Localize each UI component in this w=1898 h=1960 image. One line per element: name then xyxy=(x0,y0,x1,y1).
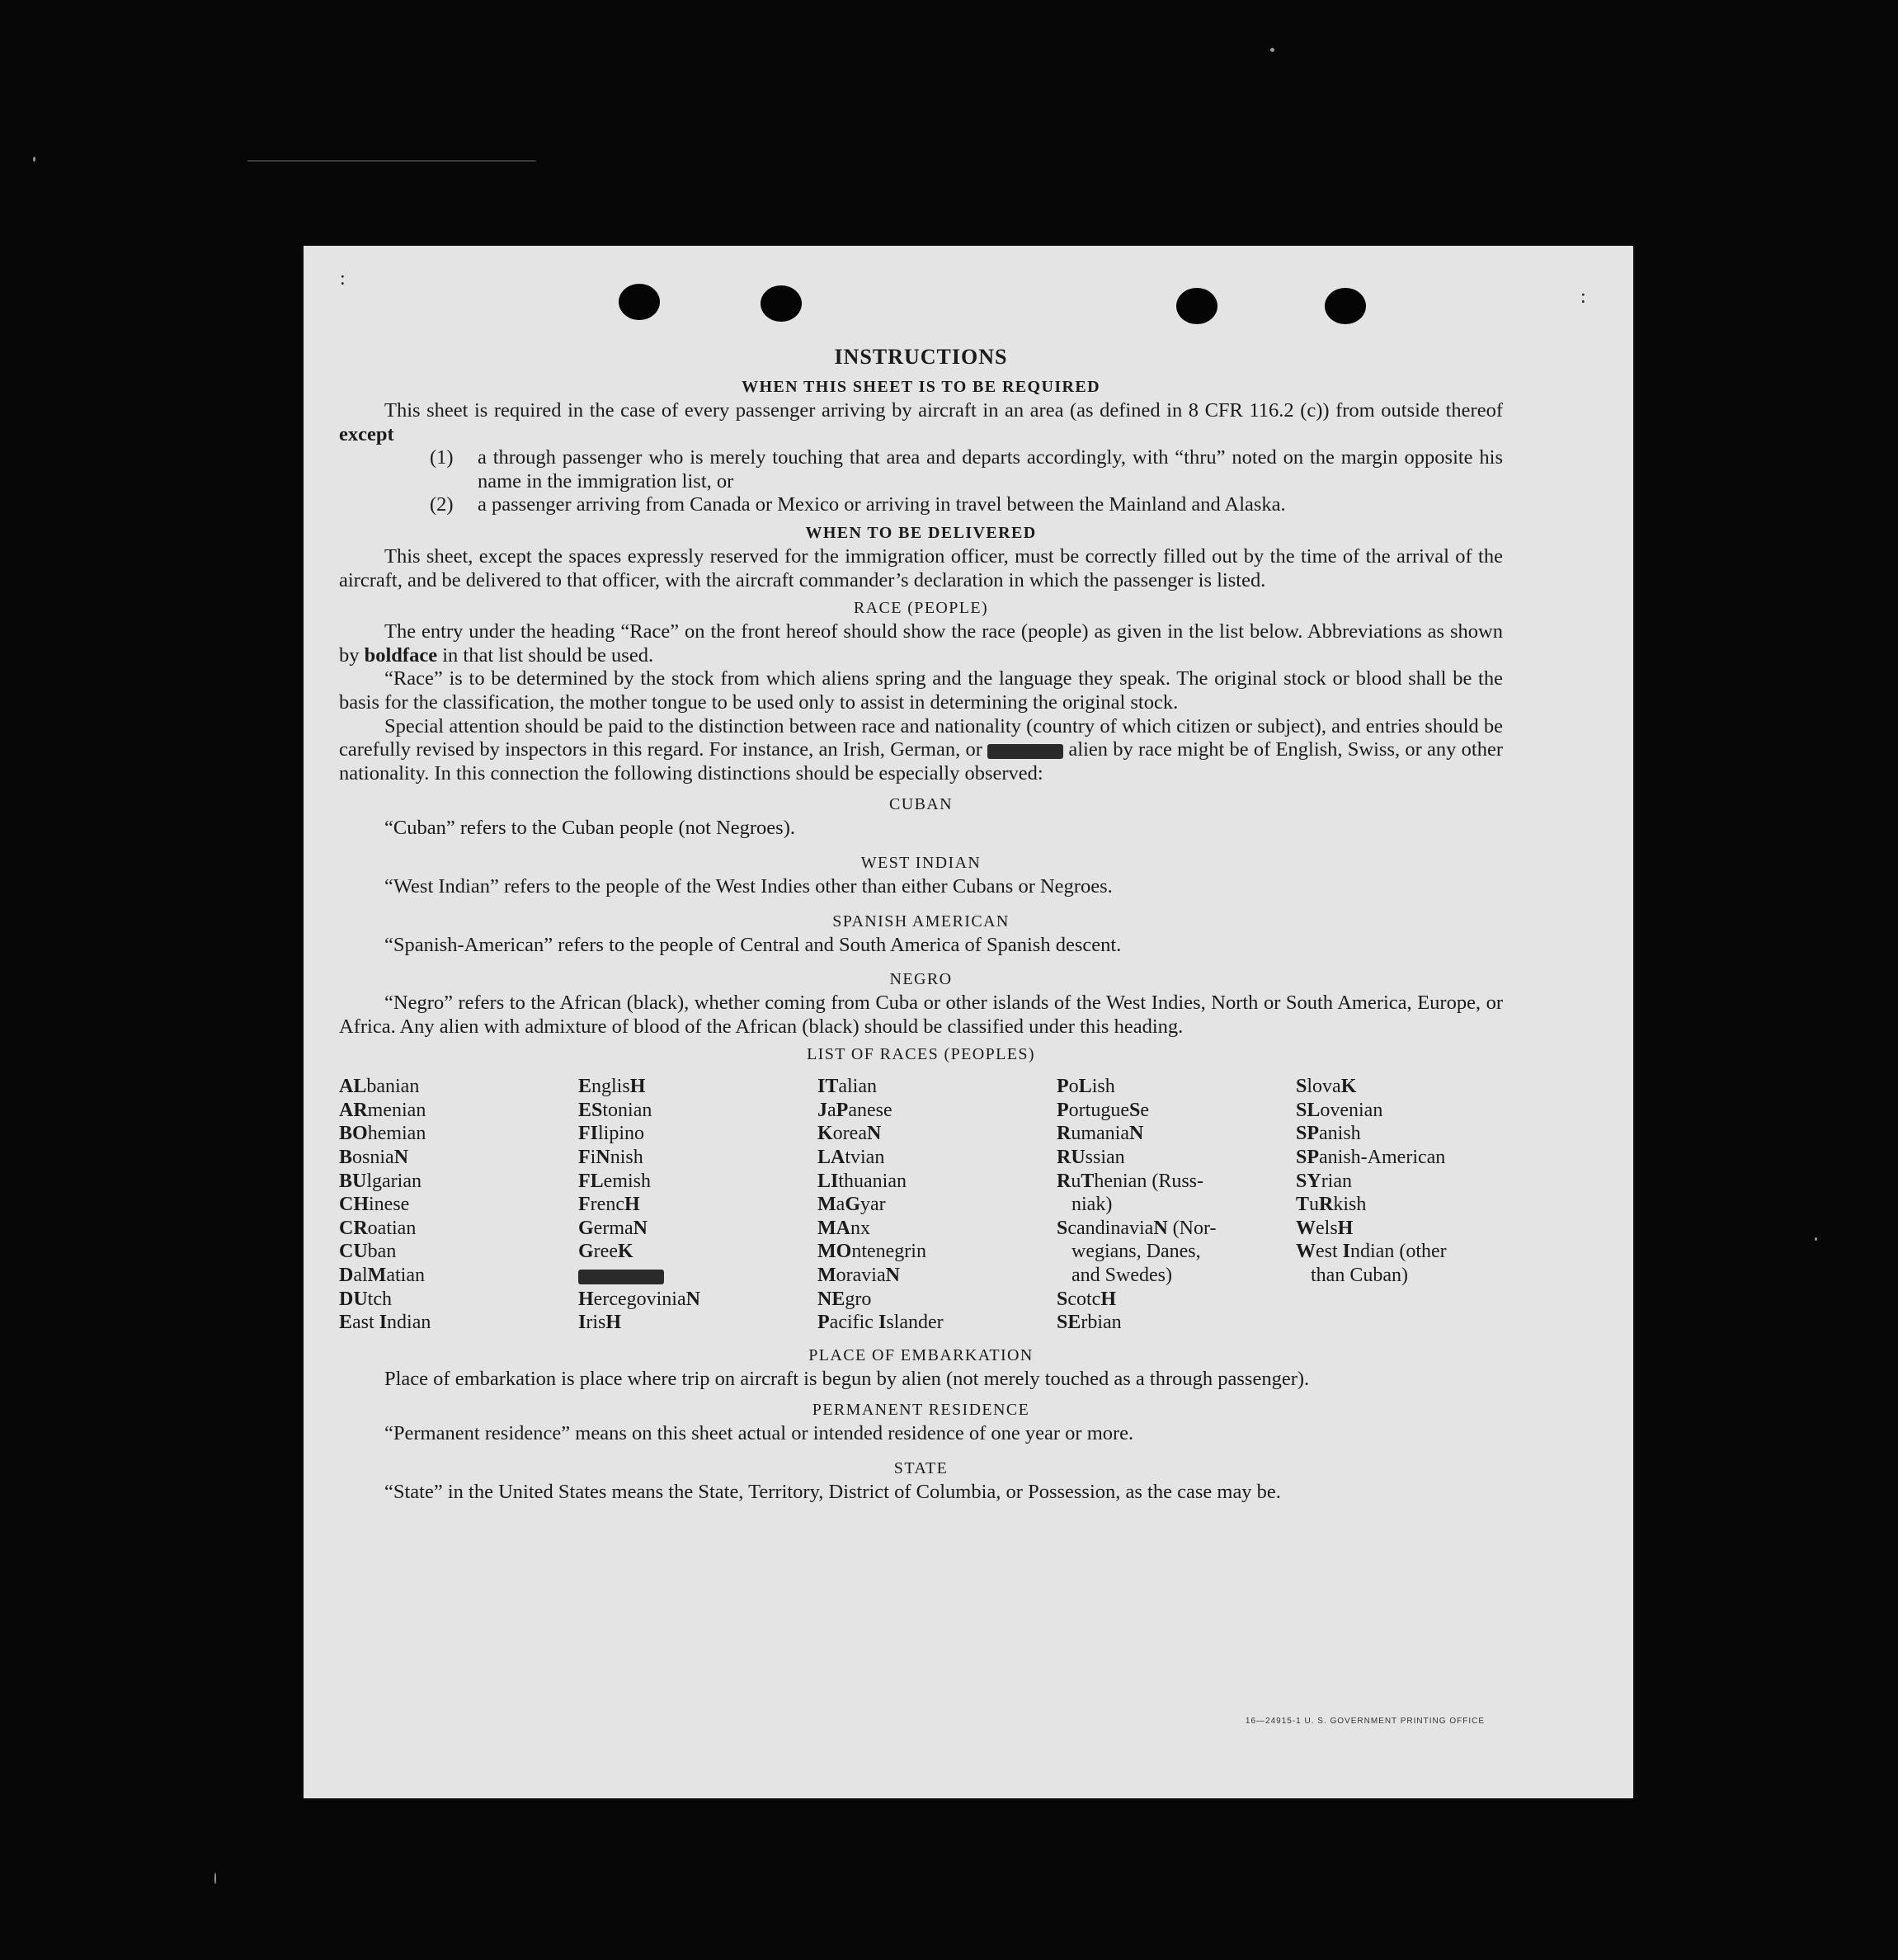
race-entry: LAtvian xyxy=(817,1147,885,1169)
race-entry: than Cuban) xyxy=(1311,1265,1408,1287)
race-entry: HercegoviniaN xyxy=(578,1288,700,1310)
section-heading: PERMANENT RESIDENCE xyxy=(812,1401,1030,1420)
race-column xyxy=(1296,1075,1535,1335)
list-item: (2) a passenger arriving from Canada or Mexico or arriving in travel between the Mainland and Alaska. xyxy=(430,493,1286,516)
race-entry: BosniaN xyxy=(339,1147,409,1169)
race-entry: IrisH xyxy=(578,1312,622,1334)
race-entry: FiNnish xyxy=(578,1147,643,1169)
race-entry: FrencH xyxy=(578,1194,640,1216)
race-entry: DUtch xyxy=(339,1288,392,1310)
margin-mark: : xyxy=(1580,286,1586,308)
scan-speck xyxy=(1270,48,1274,52)
paragraph: “Race” is to be determined by the stock from which aliens spring and the language they speak. The original stock or blood shall be the basis for the classification, the mother tongue to be used only to assist in determining the original stock. xyxy=(339,667,1503,714)
race-entry: MAnx xyxy=(817,1217,870,1239)
paragraph: “State” in the United States means the State, Territory, District of Columbia, or Possession, as the case may be. xyxy=(384,1481,1281,1503)
section-heading: NEGRO xyxy=(889,970,953,989)
paragraph: “Permanent residence” means on this sheet actual or intended residence of one year or more. xyxy=(384,1422,1134,1445)
scan-artifact-line xyxy=(247,160,536,162)
race-column xyxy=(1057,1075,1296,1335)
race-list xyxy=(339,1075,1503,1335)
printing-office-code: 16—24915-1 U. S. GOVERNMENT PRINTING OFFICE xyxy=(1245,1717,1485,1726)
document-title: INSTRUCTIONS xyxy=(834,345,1008,369)
race-entry: GreeK xyxy=(578,1241,633,1263)
race-entry: PoLish xyxy=(1057,1076,1115,1098)
section-heading: CUBAN xyxy=(888,795,953,814)
race-entry: TuRkish xyxy=(1296,1194,1367,1216)
race-entry: NEgro xyxy=(817,1288,872,1310)
race-entry: SLovenian xyxy=(1296,1099,1383,1121)
race-entry: MoraviaN xyxy=(817,1265,900,1287)
race-entry: ALbanian xyxy=(339,1076,420,1098)
race-entry: ScotcH xyxy=(1057,1288,1117,1310)
race-entry: and Swedes) xyxy=(1071,1265,1172,1287)
race-entry: SErbian xyxy=(1057,1312,1122,1334)
race-entry: ScandinaviaN (Nor- xyxy=(1057,1217,1217,1239)
paragraph: “West Indian” refers to the people of the West Indies other than either Cubans or Negroes. xyxy=(384,874,1113,898)
section-heading: PLACE OF EMBARKATION xyxy=(808,1345,1034,1364)
race-entry: SYrian xyxy=(1296,1170,1352,1192)
list-item: (1) a through passenger who is merely touching that area and departs accordingly, with “thru” noted on the margin opposite his name in the immigration list, or xyxy=(430,446,1503,492)
punch-hole xyxy=(761,285,802,322)
paragraph: The entry under the heading “Race” on the front hereof should show the race (people) as given in the list below. Abbreviations as shown by boldface in that list should be used. xyxy=(339,620,1503,667)
race-entry: FIlipino xyxy=(578,1123,645,1145)
race-entry: wegians, Danes, xyxy=(1071,1241,1201,1263)
race-entry: East Indian xyxy=(339,1312,431,1334)
race-entry: WelsH xyxy=(1296,1217,1354,1239)
race-entry: GermaN xyxy=(578,1217,648,1239)
paragraph: This sheet, except the spaces expressly reserved for the immigration officer, must be correctly filled out by the time of the arrival of the aircraft, and be delivered to that officer, with the aircraft commander’s declaration in which the passenger is listed. xyxy=(339,544,1503,591)
paragraph: Special attention should be paid to the distinction between race and nationality (country of which citizen or subject), and entries should be carefully revised by inspectors in this regard. For instance, an Irish, German, or alien by race might be of English, Swiss, or any other nationality. In this connection the following distinctions should be especially observed: xyxy=(339,714,1504,784)
race-entry: BOhemian xyxy=(339,1123,426,1145)
race-entry: SPanish xyxy=(1296,1123,1361,1145)
race-entry: CRoatian xyxy=(339,1217,417,1239)
punch-hole xyxy=(619,284,660,320)
race-entry: EStonian xyxy=(578,1099,652,1121)
scan-speck xyxy=(1815,1237,1817,1241)
race-entry: KoreaN xyxy=(817,1123,882,1145)
section-heading: LIST OF RACES (PEOPLES) xyxy=(807,1045,1035,1064)
scan-speck xyxy=(33,157,35,162)
redaction-mark xyxy=(578,1270,664,1284)
paragraph: “Negro” refers to the African (black), whether coming from Cuba or other islands of the West Indies, North or South America, Europe, or Africa. Any alien with admixture of blood of the African (black) should be classified under this heading. xyxy=(339,992,1503,1038)
race-entry: ARmenian xyxy=(339,1099,426,1121)
race-entry: CHinese xyxy=(339,1194,410,1216)
race-column xyxy=(339,1075,578,1335)
redaction-mark xyxy=(987,744,1063,759)
race-entry: RUssian xyxy=(1057,1147,1125,1169)
paragraph: “Cuban” refers to the Cuban people (not Negroes). xyxy=(384,817,795,840)
race-entry: DalMatian xyxy=(339,1265,425,1287)
race-entry: MOntenegrin xyxy=(817,1241,926,1263)
race-column xyxy=(817,1075,1057,1335)
section-heading: SPANISH AMERICAN xyxy=(832,912,1010,931)
race-entry: CUban xyxy=(339,1241,397,1263)
paragraph: This sheet is required in the case of every passenger arriving by aircraft in an area (as defined in 8 CFR 116.2 (c)) from outside thereof except xyxy=(339,399,1503,445)
margin-mark: : xyxy=(340,268,346,290)
race-entry: Pacific Islander xyxy=(817,1312,944,1334)
race-entry: ITalian xyxy=(817,1076,877,1098)
instructions-sheet xyxy=(304,246,1633,1798)
punch-hole xyxy=(1325,288,1366,324)
paragraph: Place of embarkation is place where trip on aircraft is begun by alien (not merely touched as a through passenger). xyxy=(384,1367,1310,1390)
race-entry: EnglisH xyxy=(578,1076,646,1098)
race-column xyxy=(578,1075,817,1335)
race-entry xyxy=(578,1264,817,1288)
section-heading: WHEN THIS SHEET IS TO BE REQUIRED xyxy=(742,378,1100,396)
race-entry: RuThenian (Russ- xyxy=(1057,1170,1204,1192)
race-entry: LIthuanian xyxy=(817,1170,907,1192)
section-heading: WHEN TO BE DELIVERED xyxy=(805,523,1037,542)
race-entry: FLemish xyxy=(578,1170,651,1192)
document-body xyxy=(339,343,1503,1505)
section-heading: RACE (PEOPLE) xyxy=(853,599,989,618)
race-entry: niak) xyxy=(1071,1194,1113,1216)
race-entry: MaGyar xyxy=(817,1194,886,1216)
race-entry: SPanish-American xyxy=(1296,1147,1446,1169)
race-entry: BUlgarian xyxy=(339,1170,422,1192)
section-heading: STATE xyxy=(893,1459,949,1477)
scan-speck xyxy=(214,1873,216,1884)
section-heading: WEST INDIAN xyxy=(860,853,982,872)
race-entry: JaPanese xyxy=(817,1099,892,1121)
punch-hole xyxy=(1176,288,1217,324)
race-entry: SlovaK xyxy=(1296,1076,1357,1098)
race-entry: PortugueSe xyxy=(1057,1099,1149,1121)
paragraph: “Spanish-American” refers to the people of Central and South America of Spanish descent. xyxy=(384,933,1122,956)
race-entry: West Indian (other xyxy=(1296,1241,1447,1263)
race-entry: RumaniaN xyxy=(1057,1123,1144,1145)
